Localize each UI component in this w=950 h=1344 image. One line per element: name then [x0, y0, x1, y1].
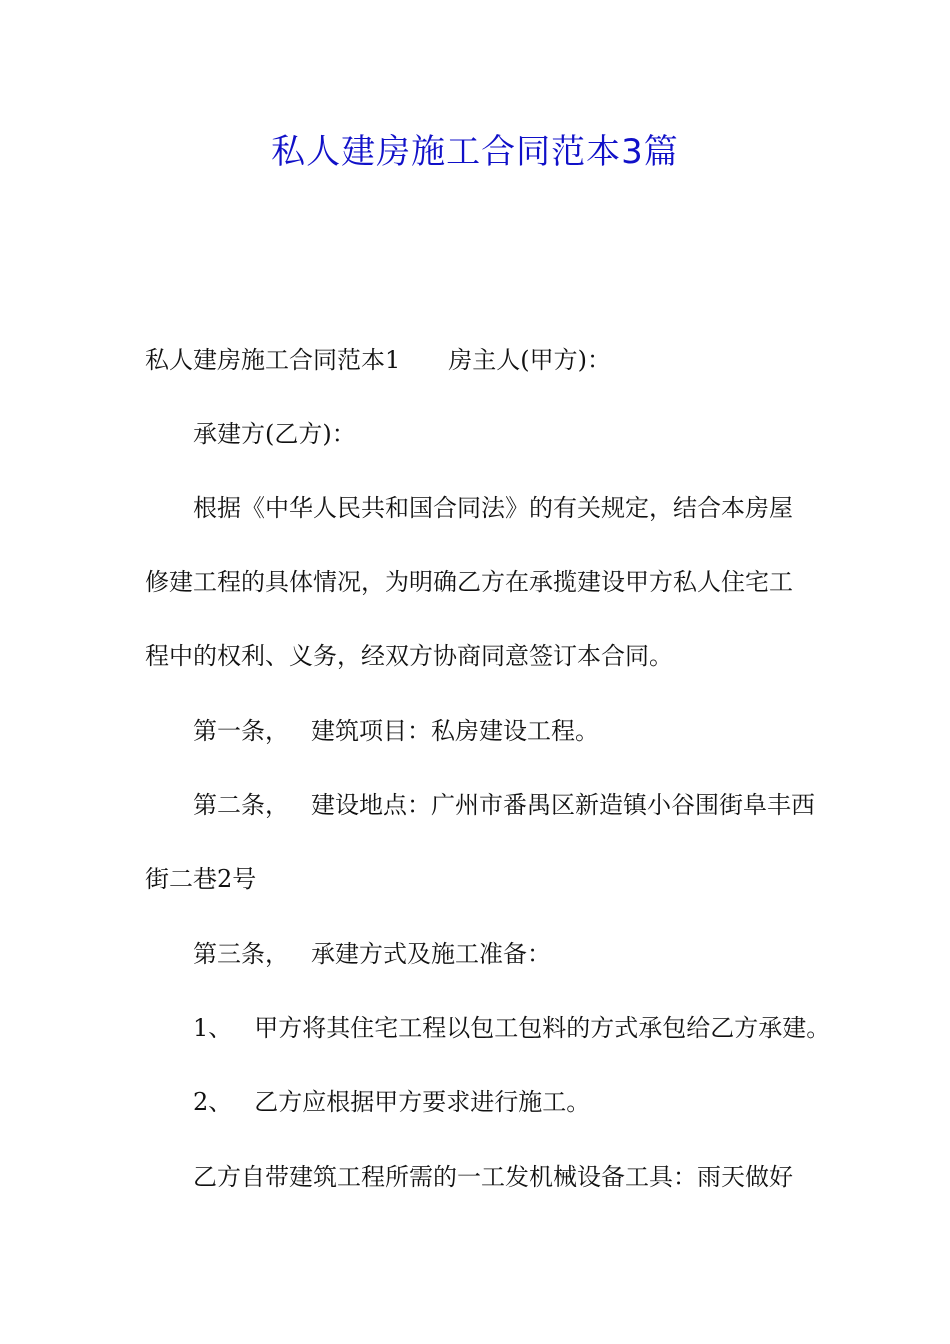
list-text: 甲方将其住宅工程以包工包料的方式承包给乙方承建。: [254, 1014, 831, 1042]
paragraph-line: 程中的权利、义务，经双方协商同意签订本合同。: [145, 642, 673, 670]
article-text: 建设地点：广州市番禺区新造镇小谷围街阜丰西: [311, 791, 815, 819]
article-number: 第二条，: [193, 791, 289, 819]
article-text: 承建方式及施工准备：: [311, 940, 551, 968]
list-item: [193, 1082, 863, 1122]
article-text: 建筑项目：私房建设工程。: [311, 717, 599, 745]
contractor-label: 承建方(乙方)：: [193, 420, 356, 448]
owner-label: 房主人(甲方)：: [448, 346, 612, 374]
paragraph-line: 根据《中华人民共和国合同法》的有关规定，结合本房屋: [193, 494, 793, 522]
article-line: [193, 934, 863, 974]
article-number: 第三条，: [193, 940, 289, 968]
paragraph-line: 修建工程的具体情况，为明确乙方在承揽建设甲方私人住宅工: [145, 568, 793, 596]
contract-heading: 私人建房施工合同范本1: [145, 346, 401, 374]
paragraph-line: 街二巷2号: [145, 865, 257, 893]
article-line: [193, 785, 863, 825]
list-number: 2、: [193, 1088, 233, 1116]
document-title: 私人建房施工合同范本3篇: [271, 132, 679, 172]
article-line: [193, 711, 863, 751]
paragraph-line: [145, 340, 815, 380]
article-number: 第一条，: [193, 717, 289, 745]
list-text: 乙方应根据甲方要求进行施工。: [254, 1088, 591, 1116]
list-number: 1、: [193, 1014, 233, 1042]
paragraph-line: 乙方自带建筑工程所需的一工发机械设备工具：雨天做好: [193, 1163, 793, 1191]
list-item: [193, 1008, 863, 1048]
